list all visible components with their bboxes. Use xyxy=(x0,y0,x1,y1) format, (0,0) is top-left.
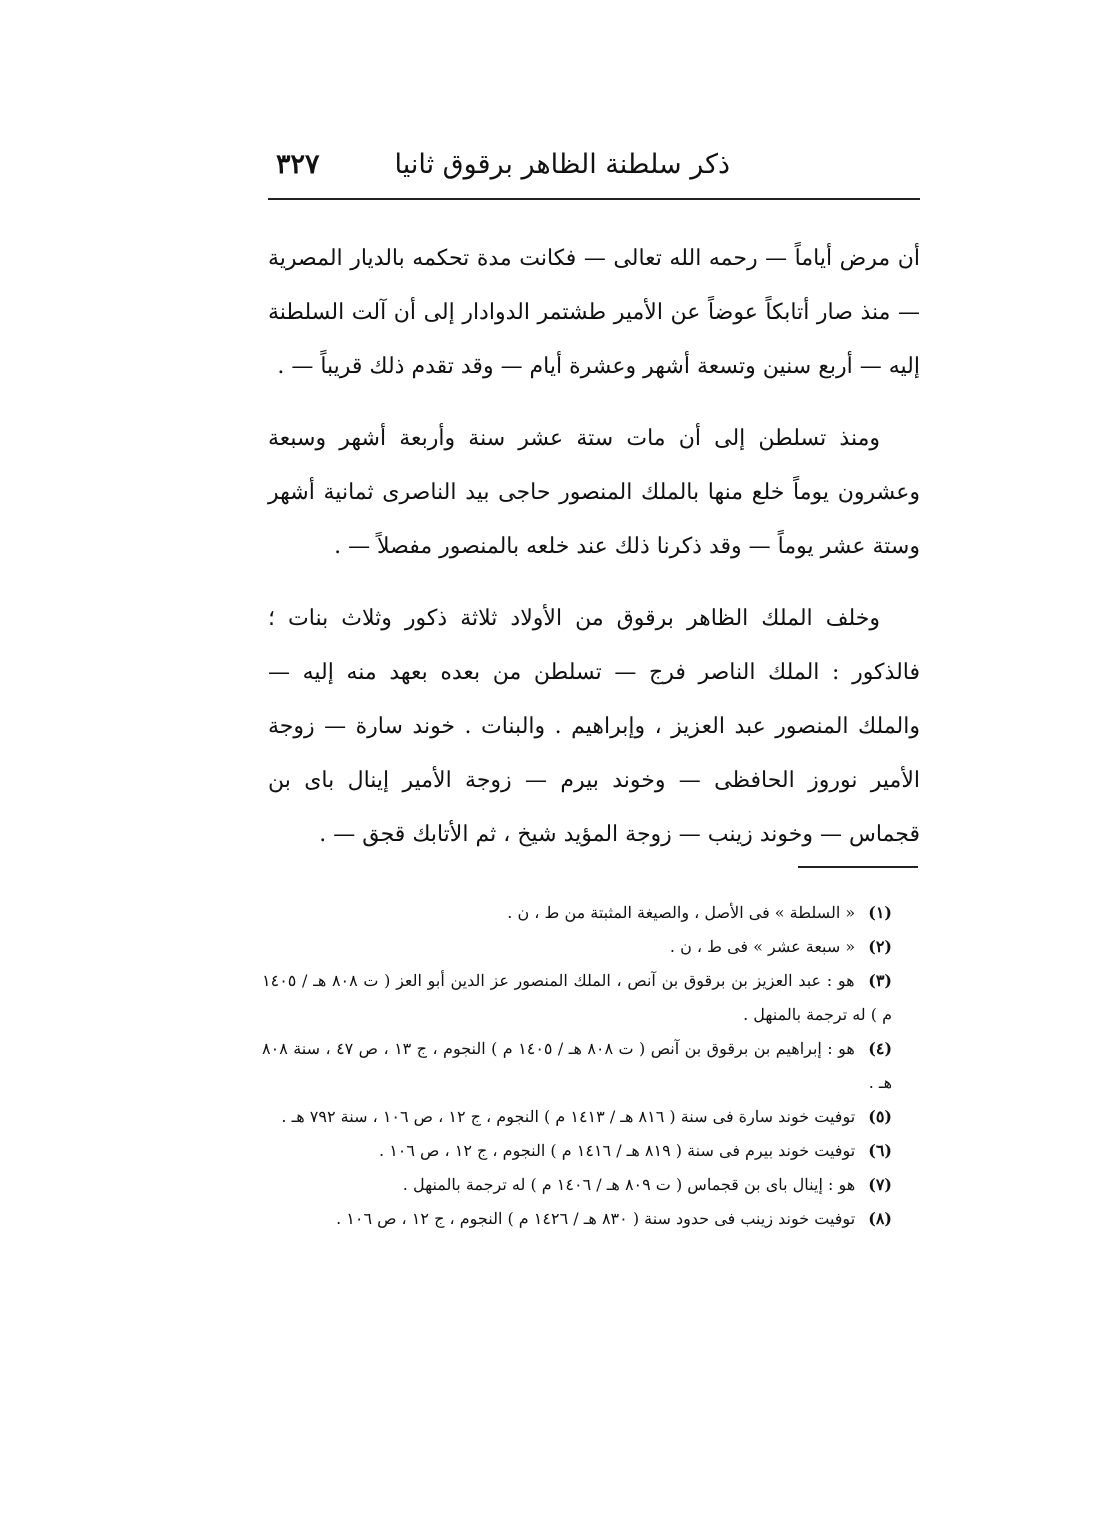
footnote xyxy=(262,964,892,1032)
footnote-text: هو : إينال باى بن قجماس ( ت ٨٠٩ هـ / ١٤٠٦ م ) له ترجمة بالمنهل . xyxy=(402,1175,856,1194)
footnote xyxy=(262,1134,892,1168)
footnote-number: (٨) xyxy=(868,1209,892,1228)
footnote-text: توفيت خوند سارة فى سنة ( ٨١٦ هـ / ١٤١٣ م ) النجوم ، ج ١٢ ، ص ١٠٦ ، سنة ٧٩٢ هـ . xyxy=(281,1107,856,1126)
footnote-text: توفيت خوند زينب فى حدود سنة ( ٨٣٠ هـ / ١٤٢٦ م ) النجوم ، ج ١٢ ، ص ١٠٦ . xyxy=(336,1209,856,1228)
footnote-text: « السلطة » فى الأصل ، والصيغة المثبتة من ط ، ن . xyxy=(507,903,856,922)
footnote-text: هو : عبد العزيز بن برقوق بن آنص ، الملك المنصور عز الدين أبو العز ( ت ٨٠٨ هـ / ١٤٠٥ م ) له ترجمة بالمنهل . xyxy=(262,971,892,1024)
paragraph: وخلف الملك الظاهر برقوق من الأولاد ثلاثة ذكور وثلاث بنات ؛ فالذكور : الملك الناصر فرج — تسلطن من بعده بعهد منه إليه — والملك المنصور عبد العزيز ، وإبراهيم . والبنات . خوند سارة — زوجة الأمير نوروز الحافظى — وخوند بيرم — زوجة الأمير إينال باى بن قجماس — وخوند زينب — زوجة المؤيد شيخ ، ثم الأتابك قجق — . xyxy=(268,606,920,847)
footnote xyxy=(262,1032,892,1100)
footnote-number: (٢) xyxy=(868,937,892,956)
footnote xyxy=(262,1100,892,1134)
header-rule xyxy=(268,198,920,200)
paragraph: أن مرض أياماً — رحمه الله تعالى — فكانت مدة تحكمه بالديار المصرية — منذ صار أتابكاً عوضاً عن الأمير طشتمر الدوادار إلى أن آلت السلطنة إليه — أربع سنين وتسعة أشهر وعشرة أيام — وقد تقدم ذلك قريباً — . xyxy=(268,246,920,379)
footnote-number: (٤) xyxy=(868,1039,893,1058)
footnote xyxy=(262,930,892,964)
running-header xyxy=(268,148,920,194)
paragraph: ومنذ تسلطن إلى أن مات ستة عشر سنة وأربعة أشهر وسبعة وعشرون يوماً خلع منها بالملك المنصور حاجى بيد الناصرى ثمانية أشهر وستة عشر يوماً — وقد ذكرنا ذلك عند خلعه بالمنصور مفصلاً — . xyxy=(268,426,920,559)
footnote-number: (٥) xyxy=(868,1107,892,1126)
page-number: ٣٢٧ xyxy=(276,149,320,180)
footnote xyxy=(262,1168,892,1202)
page-title: ذكر سلطنة الظاهر برقوق ثانيا xyxy=(394,149,730,180)
footnote-text: « سبعة عشر » فى ط ، ن . xyxy=(669,937,856,956)
footnote xyxy=(262,896,892,930)
footnote-rule xyxy=(798,866,918,868)
footnote-number: (٧) xyxy=(868,1175,892,1194)
footnote-number: (٦) xyxy=(868,1141,892,1160)
footnote-text: هو : إبراهيم بن برقوق بن آنص ( ت ٨٠٨ هـ / ١٤٠٥ م ) النجوم ، ج ١٣ ، ص ٤٧ ، سنة ٨٠٨ هـ . xyxy=(262,1039,892,1092)
footnote xyxy=(262,1202,892,1236)
footnote-number: (١) xyxy=(868,903,892,922)
footnote-text: توفيت خوند بيرم فى سنة ( ٨١٩ هـ / ١٤١٦ م ) النجوم ، ج ١٢ ، ص ١٠٦ . xyxy=(379,1141,856,1160)
main-text xyxy=(268,232,920,862)
footnote-number: (٣) xyxy=(868,971,892,990)
footnotes-list xyxy=(262,896,892,1236)
